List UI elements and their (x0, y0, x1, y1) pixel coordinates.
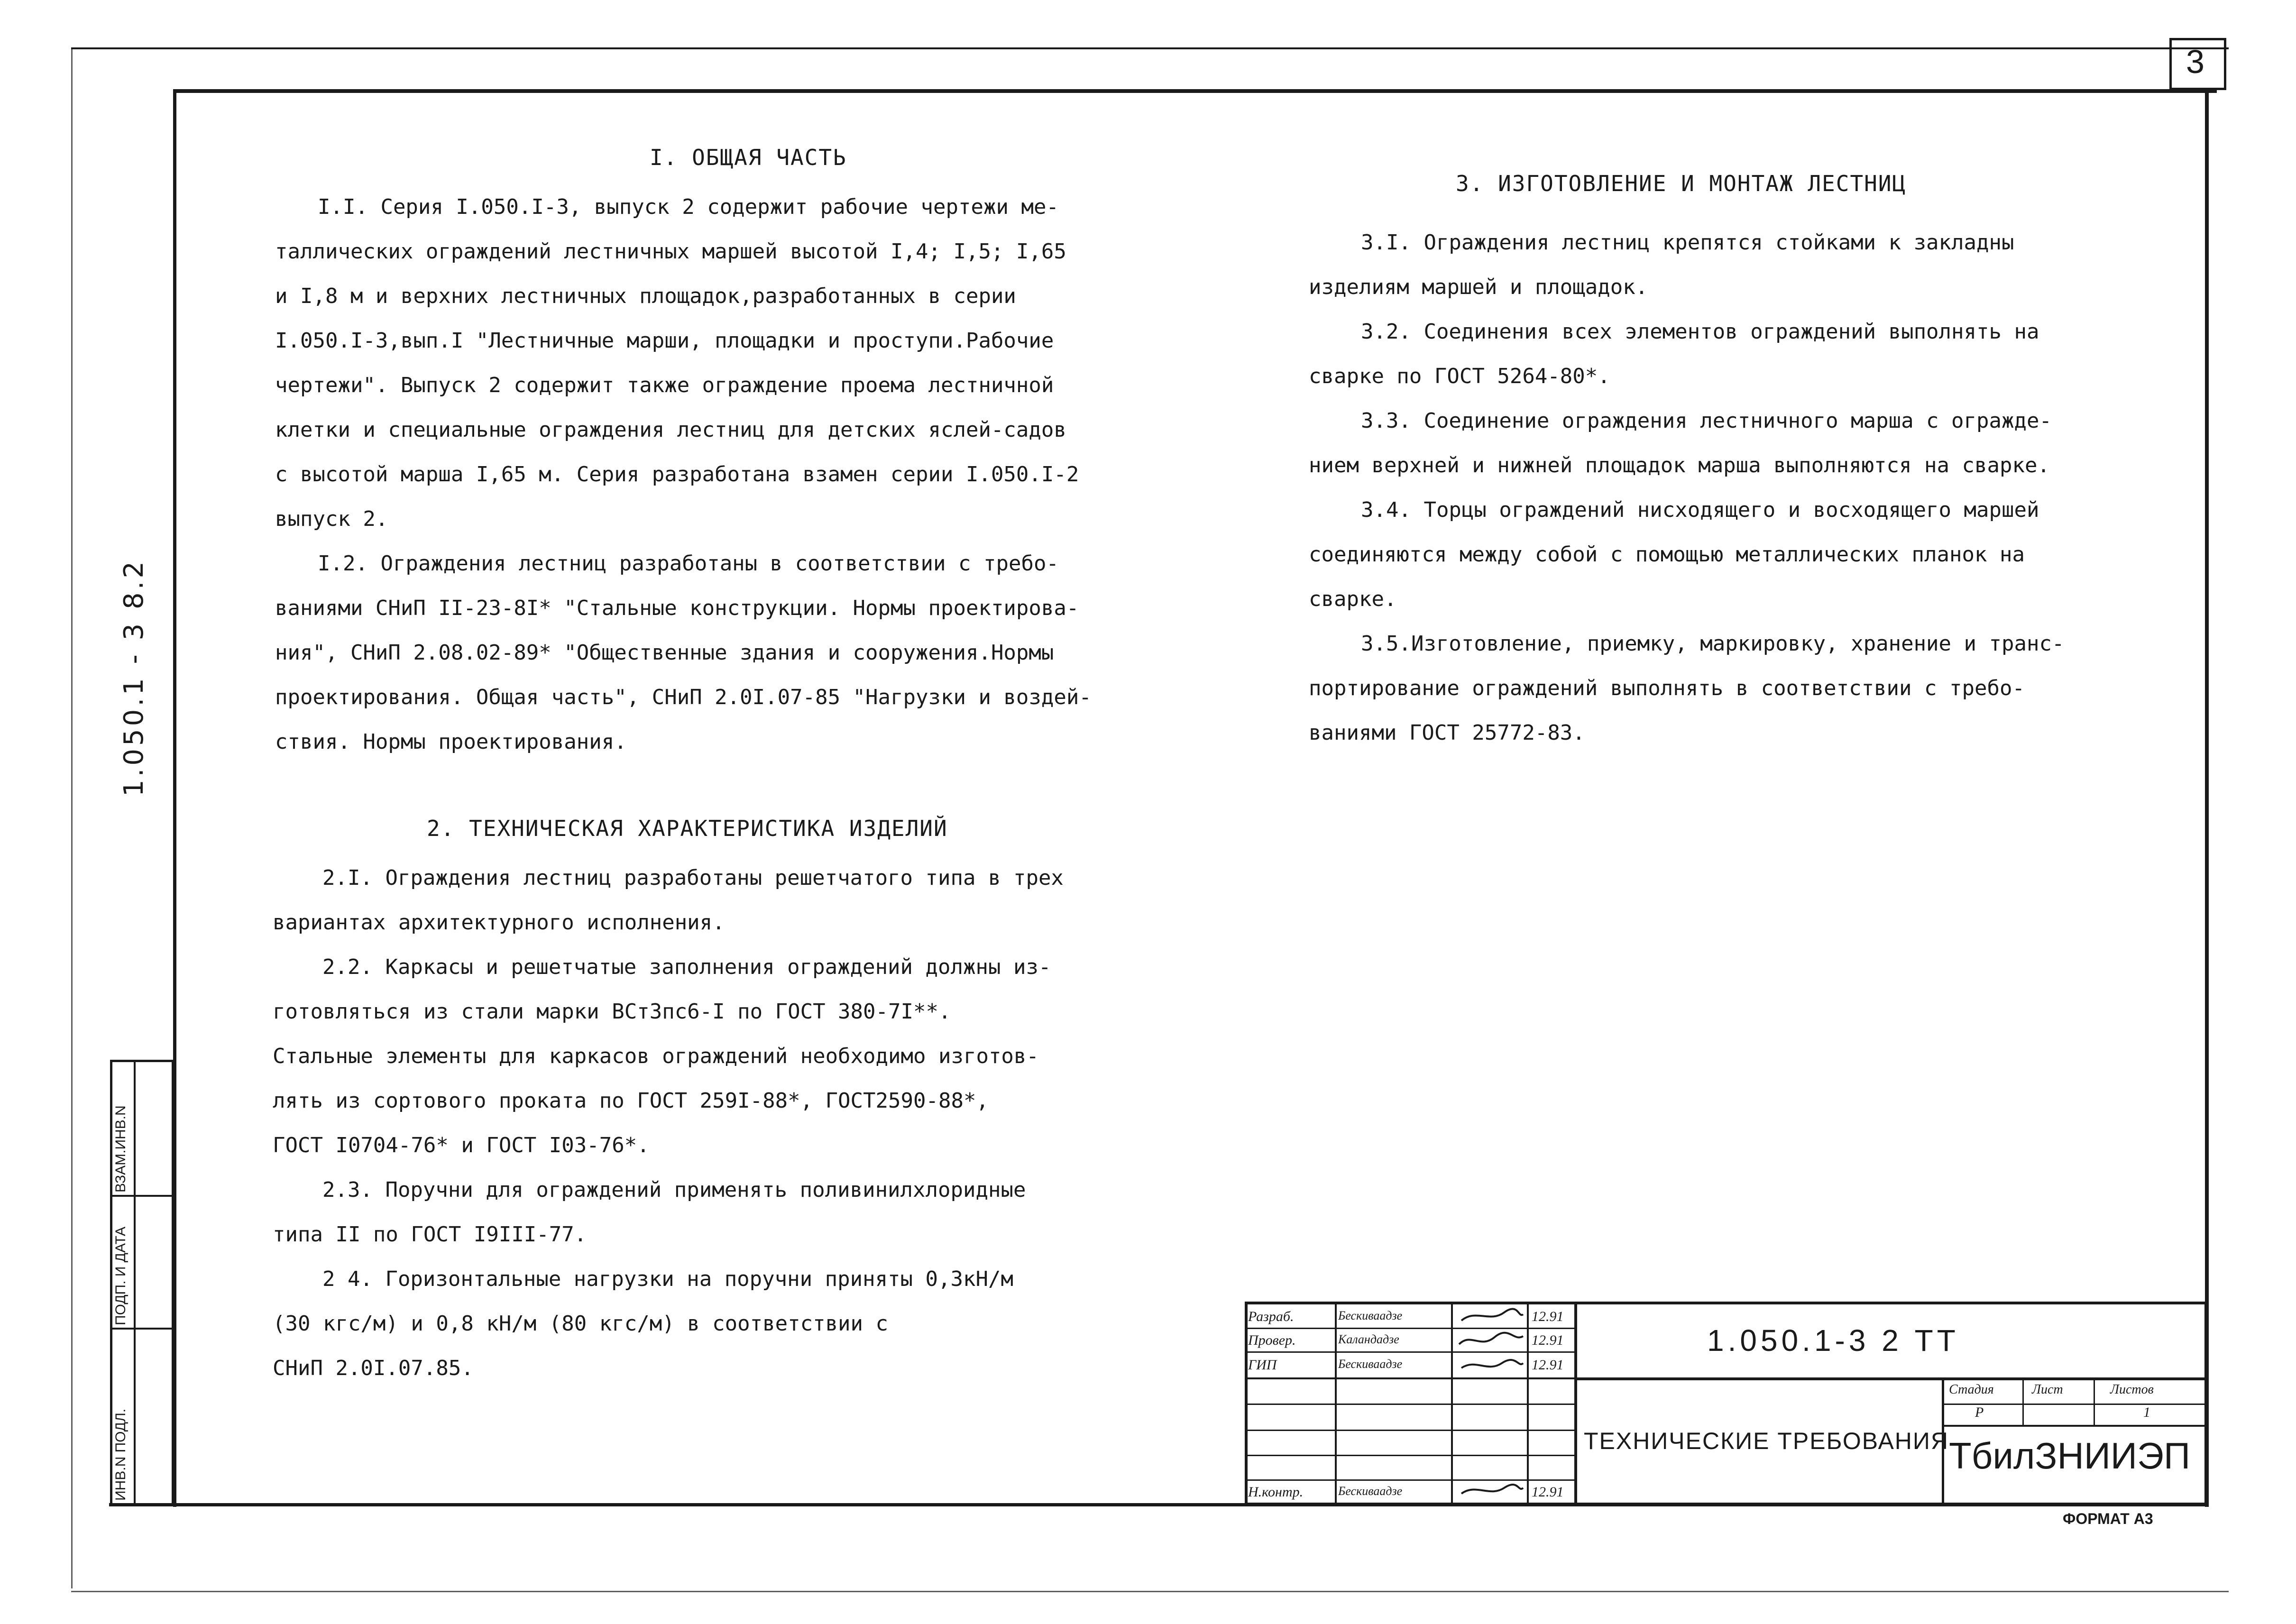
date-gip: 12.91 (1532, 1357, 1564, 1373)
s2-line: 2.2. Каркасы и решетчатые заполнения ограждений должны из- (322, 955, 1051, 979)
frame-right (2205, 89, 2209, 1507)
name-checker: Каландадзе (1338, 1332, 1399, 1346)
s2-line: СНиП 2.0I.07.85. (273, 1356, 474, 1380)
s3-line: ваниями ГОСТ 25772-83. (1309, 721, 1585, 745)
s3-line: изделиям маршей и площадок. (1309, 275, 1648, 299)
section-1-title: I. ОБЩАЯ ЧАСТЬ (650, 145, 847, 170)
date-developer: 12.91 (1532, 1309, 1564, 1324)
name-developer: Бескиваадзе (1338, 1309, 1403, 1322)
role-norm-control: Н.контр. (1248, 1484, 1304, 1500)
stamp-organization: ТбилЗНИИЭП (1949, 1435, 2191, 1477)
s3-line: сварке по ГОСТ 5264-80*. (1309, 364, 1610, 388)
role-checker: Провер. (1248, 1332, 1296, 1348)
s2-line: 2 4. Горизонтальные нагрузки на поручни приняты 0,3кН/м (322, 1267, 1013, 1291)
role-developer: Разраб. (1248, 1309, 1294, 1324)
cut-line-left (71, 47, 73, 1588)
s1-line: клетки и специальные ограждения лестниц для детских яслей-садов (275, 418, 1066, 442)
s2-line: ГОСТ I0704-76* и ГОСТ I03-76*. (273, 1133, 650, 1157)
name-gip: Бескиваадзе (1338, 1357, 1403, 1371)
s2-line: 2.I. Ограждения лестниц разработаны решетчатого типа в трех (322, 866, 1064, 890)
section-2-title: 2. ТЕХНИЧЕСКАЯ ХАРАКТЕРИСТИКА ИЗДЕЛИЙ (427, 816, 948, 841)
s2-line: Стальные элементы для каркасов ограждений необходимо изготов- (273, 1044, 1039, 1068)
stage-col-v (2022, 1377, 2024, 1425)
s1-line: и I,8 м и верхних лестничных площадок,разработанных в серии (275, 284, 1016, 308)
s1-line: чертежи". Выпуск 2 содержит также ограждение проема лестничной (275, 373, 1054, 397)
stage-value: Р (1975, 1404, 1984, 1420)
side-label-inv: ИНВ.N ПОДЛ. (113, 1408, 129, 1501)
s2-line: 2.3. Поручни для ограждений применять поливинилхлоридные (322, 1178, 1026, 1202)
s3-line: 3.3. Соединение ограждения лестничного марша с огражде- (1361, 409, 2052, 433)
sheets-value: 1 (2143, 1404, 2150, 1420)
s2-line: типа II по ГОСТ I9III-77. (273, 1222, 587, 1247)
sheet-number: 3 (2186, 43, 2204, 80)
stage-col-v (2094, 1377, 2095, 1425)
col-sheet: Лист (2032, 1382, 2063, 1397)
col-stage: Стадия (1949, 1382, 1994, 1397)
signature-marks (1452, 1304, 1528, 1503)
s1-line: I.2. Ограждения лестниц разработаны в соответствии с требо- (318, 551, 1059, 576)
section-3-title: 3. ИЗГОТОВЛЕНИЕ И МОНТАЖ ЛЕСТНИЦ (1456, 171, 1907, 196)
s3-line: портирование ограждений выполнять в соответствии с требо- (1309, 676, 2025, 700)
s3-line: 3.2. Соединения всех элементов ограждений выполнять на (1361, 320, 2039, 344)
s3-line: нием верхней и нижней площадок марша выполняются на сварке. (1309, 453, 2050, 477)
name-norm-control: Бескиваадзе (1338, 1484, 1403, 1498)
s1-line: I.I. Серия I.050.I-3, выпуск 2 содержит рабочие чертежи ме- (318, 195, 1059, 219)
s2-line: лять из сортового проката по ГОСТ 259I-88*, ГОСТ2590-88*, (273, 1089, 989, 1113)
s1-line: ваниями СНиП II-23-8I* "Стальные конструкции. Нормы проектирова- (275, 596, 1079, 620)
stamp-split-h (1574, 1377, 2207, 1380)
side-stamp-sep-1 (110, 1195, 174, 1197)
date-norm-control: 12.91 (1532, 1484, 1564, 1500)
frame-top (173, 89, 2217, 93)
s1-line: ствия. Нормы проектирования. (275, 730, 627, 754)
s1-line: с высотой марша I,65 м. Серия разработана взамен серии I.050.I-2 (275, 462, 1079, 486)
col-sheets: Листов (2110, 1382, 2154, 1397)
s2-line: (30 кгс/м) и 0,8 кН/м (80 кгс/м) в соответствии с (273, 1312, 889, 1336)
side-stamp-divider (134, 1060, 136, 1505)
side-stamp-sep-2 (110, 1328, 174, 1330)
s3-line: сварке. (1309, 587, 1397, 611)
role-gip: ГИП (1248, 1357, 1277, 1373)
date-checker: 12.91 (1532, 1332, 1564, 1348)
s3-line: 3.4. Торцы ограждений нисходящего и восходящего маршей (1361, 498, 2039, 522)
stamp-doc-code: 1.050.1-3 2 ТТ (1707, 1323, 1959, 1358)
format-label: ФОРМАТ А3 (2063, 1510, 2153, 1527)
cut-line-bottom (71, 1591, 2229, 1592)
stage-row-h2 (1942, 1425, 2207, 1427)
s2-line: готовляться из стали марки ВСт3пс6-I по ГОСТ 380-7I**. (273, 1000, 951, 1024)
section-2-body (273, 856, 1064, 1391)
s3-line: 3.5.Изготовление, приемку, маркировку, хранение и транс- (1361, 632, 2065, 656)
s3-line: соединяются между собой с помощью металлических планок на (1309, 542, 2025, 567)
section-1-body (275, 185, 1092, 764)
side-label-replace: ВЗАМ.ИНВ.N (113, 1105, 129, 1193)
side-doc-code: 1.050.1 - 3 8.2 (119, 558, 149, 797)
s1-line: проектирования. Общая часть", СНиП 2.0I.07-85 "Нагрузки и воздей- (275, 685, 1092, 709)
stamp-doc-title: ТЕХНИЧЕСКИЕ ТРЕБОВАНИЯ (1584, 1428, 1949, 1454)
s1-line: таллических ограждений лестничных маршей высотой I,4; I,5; I,65 (275, 239, 1066, 264)
frame-top-outer (71, 47, 2229, 49)
s1-line: выпуск 2. (275, 507, 388, 531)
section-3-body (1309, 220, 2064, 755)
s1-line: ния", СНиП 2.08.02-89* "Общественные здания и сооружения.Нормы (275, 641, 1054, 665)
s3-line: 3.I. Ограждения лестниц крепятся стойками к закладны (1361, 230, 2014, 255)
s2-line: вариантах архитектурного исполнения. (273, 910, 725, 935)
s1-line: I.050.I-3,вып.I "Лестничные марши, площадки и проступи.Рабочие (275, 329, 1054, 353)
side-label-sign: ПОДП. И ДАТА (113, 1226, 129, 1325)
